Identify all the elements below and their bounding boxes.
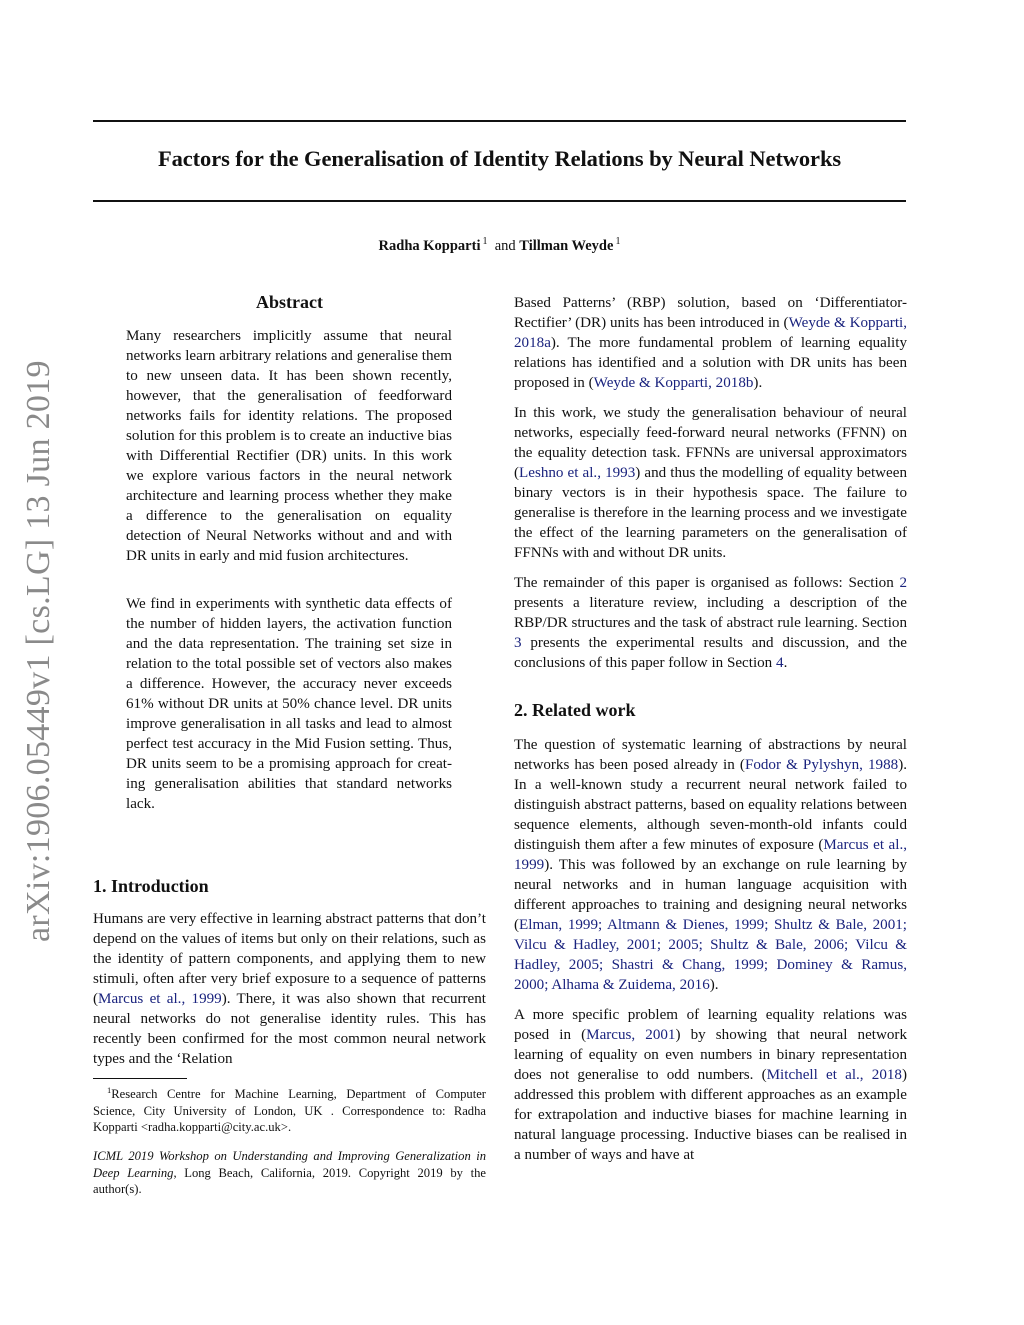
citation-link-group[interactable]: Elman, 1999; Altmann & Dienes, 1999; Shultz & Bale, 2001; Vilcu & Hadley, 2001; 2005; Shultz & Bale, 2006; Vilcu & Hadley, 2005; Shastri & Chang, 1999; Dominey & Ramus, 2000; Alhama & Zuidema, 2016 [514,917,907,993]
abstract-paragraph: Many researchers implicitly assume that neural networks learn arbitrary relations and generalise them to new unseen data. It has been shown recently, however, that the generalisation of feedforward networks fails for identity relations. The proposed solution for this problem is to create an inductive bias with Differential Rectifier (DR) units. In this work we explore various factors in the neural network architecture and learning process whether they make a difference to the generalisation on equality detection of Neural Networks without and and with DR units in early and mid fusion architectures. [126,328,452,564]
footnote-divider [93,1078,187,1079]
section-link[interactable]: 4 [776,655,784,671]
text-run: The remainder of this paper is organised as follows: Section [514,575,900,591]
text-run: ). This was followed by an exchange on rule learning by neural networks and in human language acquisition with different approaches to training and designing neural networks ( [514,857,907,933]
section-link[interactable]: 2 [899,575,907,591]
text-run: A more specific problem of learning equality relations was posed in ( [514,1007,907,1043]
paragraph [514,1005,907,1165]
section-heading-introduction: 1. Introduction [93,876,209,896]
abstract-heading: Abstract [256,292,323,312]
affiliation-marker: 1 [482,236,488,247]
section-link[interactable]: 3 [514,635,522,651]
text-run: ). In a well-known study a recurrent neural network failed to distinguish abstract patterns, based on equality relations between sequence elements, although seven-month-old infants could distinguish them after a few minutes of exposure ( [514,757,908,853]
author-list [93,236,906,255]
paragraph [514,403,907,563]
abstract-paragraph: We find in experiments with synthetic data effects of the number of hidden layers, the activation function and the data representation. The training set size in relation to the total possible set of vectors also makes a difference. However, the accuracy never exceeds 61% without DR units at 50% chance level. DR units improve generalisation in all tasks and lead to almost perfect test accuracy in the Mid Fusion setting. Thus, DR units seem to be a promising approach for creating generalisation abilities that standard networks lack. [126,596,452,812]
text-run: . [783,655,788,671]
text-run: Based Patterns’ (RBP) solution, based on ‘Differentiator-Rectifier’ (DR) units has been introduced in ( [514,295,907,331]
text-run: ) by showing that neural network learning of equality on even numbers in binary representation does not generalise to odd numbers. ( [514,1027,907,1083]
paragraph [93,909,486,1069]
affiliation-marker: 1 [615,236,621,247]
author-joiner: and [494,238,516,254]
text-run: ). [753,375,763,391]
paper-title: Factors for the Generalisation of Identity Relations by Neural Networks [157,146,842,171]
text-run: presents the experimental results and discussion, and the conclusions of this paper follow in Section [514,635,907,671]
text-run: ). The more fundamental problem of learning equality relations has identified and a solution with DR units has been proposed in ( [514,335,907,391]
citation-link[interactable]: Marcus et al., 1999 [98,991,222,1007]
text-run: In this work, we study the generalisation behaviour of neural networks, especially feed-forward neural networks (FFNN) on the equality detection task. FFNNs are universal approximators ( [514,405,907,481]
right-column [514,293,907,1165]
text-run: ) addressed this problem with different approaches as an example for extrapolation and inductive biases for machine learning in natural language processing. Inductive biases can be realised in a number of ways and have at [514,1067,908,1163]
citation-link[interactable]: Fodor & Pylyshyn, 1988 [744,757,899,773]
author-name: Tillman Weyde [519,238,614,254]
footnote-affiliation [93,1082,486,1136]
citation-link[interactable]: Weyde & Kopparti, 2018b [593,375,754,391]
title-rule-top [93,120,906,122]
text-run: presents a literature review, including a description of the RBP/DR structures and the task of abstract rule learning. Section [514,595,907,631]
arxiv-side-stamp: arXiv:1906.05449v1 [cs.LG] 13 Jun 2019 [20,360,57,942]
text-run: ). There, it was also shown that recurrent neural networks do not generalise identity rules. This has recently been confirmed for the most common neural network types and the ‘Relation [93,991,486,1067]
paragraph [514,735,907,995]
citation-link[interactable]: Weyde & Kopparti, 2018a [514,315,907,351]
venue-name: ICML 2019 Workshop on Understanding and Improving Generalization in Deep Learning [93,1149,486,1180]
author-name: Radha Kopparti [378,238,481,254]
paragraph [514,573,907,673]
citation-link[interactable]: Marcus et al., 1999 [514,837,907,873]
venue-note [93,1148,486,1198]
text-run: ). [709,977,719,993]
text-run: ) and thus the modelling of equality between binary vectors is in their hypothesis space. The failure to generalise is therefore in the learning process and we investigate the effect of the learning parameters on the generalisation of FFNNs with and without DR units. [514,465,907,561]
citation-link[interactable]: Mitchell et al., 2018 [766,1067,902,1083]
citation-link[interactable]: Leshno et al., 1993 [519,465,636,481]
text-run: The question of systematic learning of abstractions by neural networks has been posed already in ( [514,737,907,773]
venue-details: , Long Beach, California, 2019. Copyright 2019 by the author(s). [93,1165,486,1196]
paragraph [514,293,907,393]
footnote-marker: 1 [107,1085,112,1095]
footnote-text: Research Centre for Machine Learning, Department of Computer Science, City University of London, UK . Correspondence to: Radha Kopparti <radha.kopparti@city.ac.uk>. [93,1087,486,1134]
text-run: Humans are very effective in learning abstract patterns that don’t depend on the values of items but only on their relations, such as the identity of pattern components, and applying them to new stimuli, often after very brief exposure to a sequence of patterns ( [93,911,486,1007]
introduction-body [93,909,486,1069]
title-rule-bottom [93,200,906,202]
citation-link[interactable]: Marcus, 2001 [586,1027,676,1043]
section-heading-related-work: 2. Related work [514,700,636,720]
